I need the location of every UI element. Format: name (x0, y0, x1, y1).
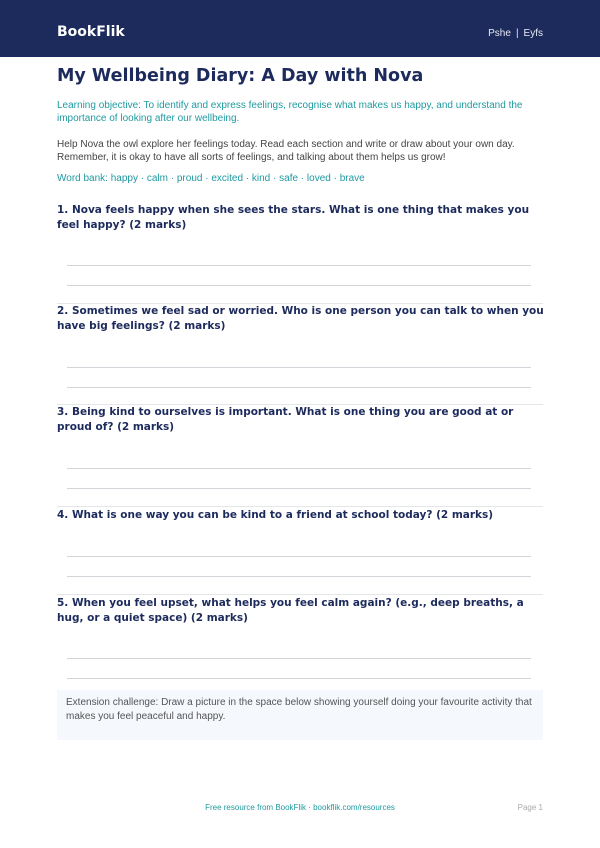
answer-line-q4-2[interactable] (67, 576, 531, 577)
page-title: My Wellbeing Diary: A Day with Nova (57, 66, 424, 86)
answer-line-q3-2[interactable] (67, 488, 531, 489)
page-footer (0, 802, 600, 816)
breadcrumb-separator: | (515, 28, 519, 39)
question-1: 1. Nova feels happy when she sees the stars. What is one thing that makes you feel happy? (2 marks) (57, 204, 530, 231)
answer-line-q1-2[interactable] (67, 285, 531, 286)
footer-credit[interactable]: Free resource from BookFlik · bookflik.com/resources (205, 803, 395, 812)
answer-line-q4-1[interactable] (67, 556, 531, 557)
question-2: 2. Sometimes we feel sad or worried. Who is one person you can talk to when you have big feelings? (2 marks) (57, 305, 544, 332)
answer-line-q2-1[interactable] (67, 367, 531, 368)
site-header (0, 0, 600, 57)
breadcrumb-level[interactable]: Eyfs (523, 28, 543, 39)
intro-text: Help Nova the owl explore her feelings today. Read each section and write or draw about your own day. Remember, it is okay to have all sorts of feelings, and talking about them helps us grow! (57, 139, 515, 163)
answer-line-q5-1[interactable] (67, 658, 531, 659)
breadcrumb (488, 28, 543, 40)
question-3: 3. Being kind to ourselves is important. What is one thing you are good at or proud of? (2 marks) (57, 406, 514, 433)
breadcrumb-subject[interactable]: Pshe (488, 28, 511, 39)
section-divider (57, 506, 543, 507)
question-4: 4. What is one way you can be kind to a friend at school today? (2 marks) (57, 509, 494, 521)
answer-line-q5-2[interactable] (67, 678, 531, 679)
answer-line-q2-2[interactable] (67, 387, 531, 388)
answer-line-q1-1[interactable] (67, 265, 531, 266)
section-divider (57, 594, 543, 595)
question-5: 5. When you feel upset, what helps you feel calm again? (e.g., deep breaths, a hug, or a quiet space) (2 marks) (57, 597, 524, 624)
brand-logo[interactable]: BookFlik (57, 24, 125, 40)
extension-challenge-text: Extension challenge: Draw a picture in the space below showing yourself doing your favourite activity that makes you feel peaceful and happy. (66, 697, 532, 722)
learning-objective: Learning objective: To identify and express feelings, recognise what makes us happy, and understand the importance of looking after our wellbeing. (57, 100, 523, 124)
word-bank: Word bank: happy · calm · proud · excited · kind · safe · loved · brave (57, 173, 365, 184)
page-number: Page 1 (517, 803, 543, 812)
extension-challenge-box[interactable] (57, 690, 543, 740)
answer-line-q3-1[interactable] (67, 468, 531, 469)
